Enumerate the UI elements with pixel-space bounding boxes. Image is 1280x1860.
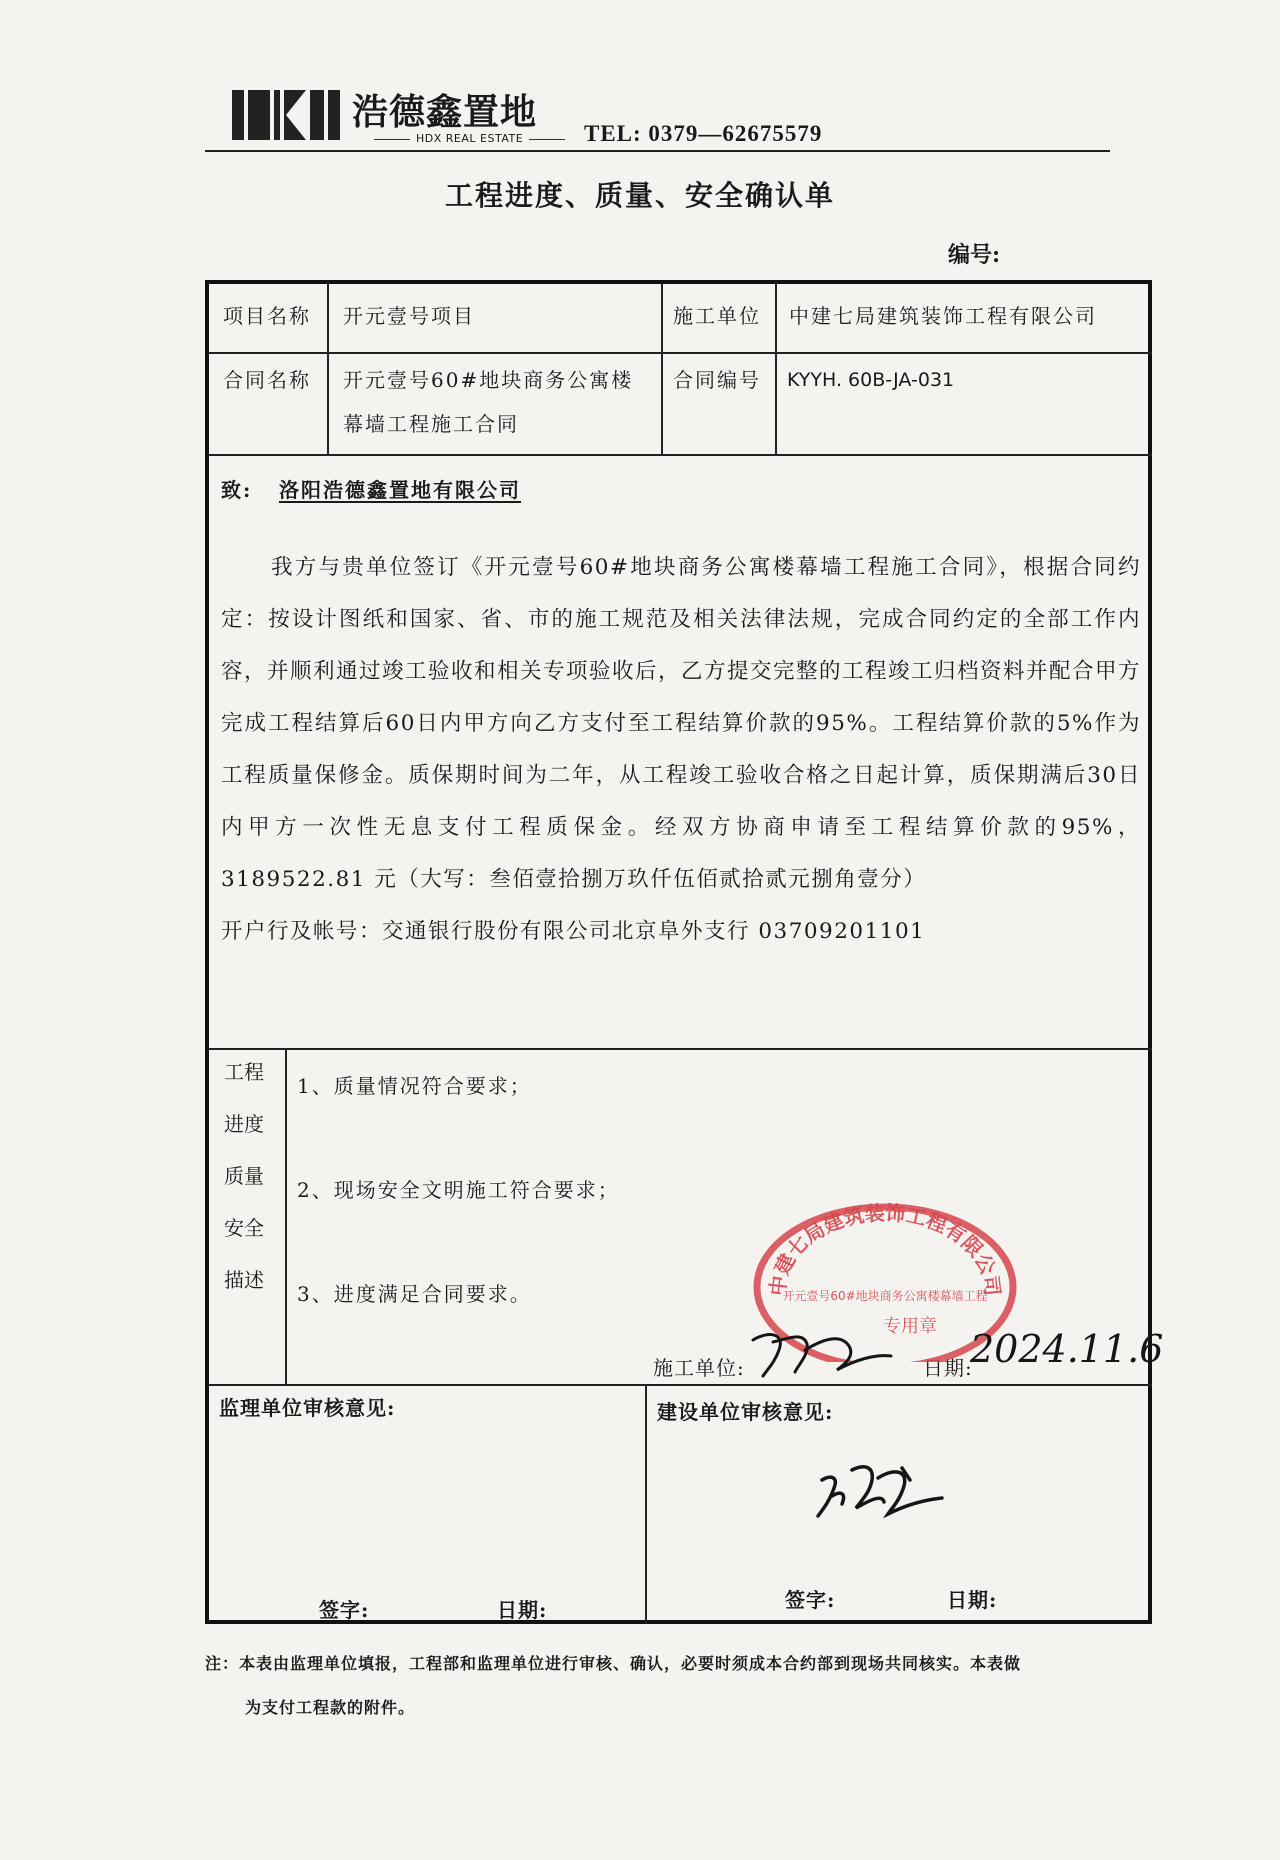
description-side-line: 安全 <box>224 1216 264 1240</box>
description-side-line: 质量 <box>224 1164 264 1188</box>
description-side-label <box>221 1046 267 1306</box>
owner-review-label: 建设单位审核意见: <box>657 1400 834 1424</box>
column-divider <box>327 284 329 454</box>
owner-sign-label: 签字: <box>785 1588 836 1612</box>
row-divider <box>209 454 1152 456</box>
request-paragraph: 我方与贵单位签订《开元壹号60#地块商务公寓楼幕墙工程施工合同》，根据合同约定：按设计图纸和国家、省、市的施工规范及相关法律法规，完成合同约定的全部工作内容，并顺利通过竣工验收和相关专项验收后，乙方提交完整的工程竣工归档资料并配合甲方完成工程结算后60日内甲方向乙方支付至工程结算价款的95%。工程结算价款的5%作为工程质量保修金。质保期时间为二年，从工程竣工验收合格之日起计算，质保期满后30日内甲方一次性无息支付工程质保金。经双方协商申请至工程结算价款的95%，3189522.81 元（大写：叁佰壹拾捌万玖仟伍佰贰拾贰元捌角壹分） <box>221 555 1142 892</box>
supervisor-date-label: 日期: <box>497 1598 548 1622</box>
contractor-date-label: 日期: <box>923 1356 973 1380</box>
contract-no-value: KYYH. 60B-JA-031 <box>787 369 955 391</box>
company-logo-text: 浩德鑫置地 <box>352 92 538 133</box>
header-rule <box>205 150 1110 152</box>
row-divider <box>209 1048 1152 1050</box>
handwritten-date <box>966 1318 1164 1378</box>
owner-date-label: 日期: <box>947 1588 998 1612</box>
description-side-line: 进度 <box>224 1112 264 1136</box>
contractor-sign-label: 施工单位: <box>653 1356 745 1380</box>
contract-name-value-line2: 幕墙工程施工合同 <box>343 412 519 436</box>
description-item-safety: 2、现场安全文明施工符合要求； <box>297 1178 620 1202</box>
seal-inner-text: 开元壹号60#地块商务公寓楼幕墙工程 <box>782 1289 988 1303</box>
supervisor-review-label: 监理单位审核意见: <box>219 1396 396 1420</box>
bank-account-line: 开户行及帐号：交通银行股份有限公司北京阜外支行 03709201101 <box>221 919 926 944</box>
description-item-progress: 3、进度满足合同要求。 <box>297 1282 532 1306</box>
seal-outer-text: 中建七局建筑装饰工程有限公司 <box>765 1200 1005 1297</box>
owner-signature <box>812 1450 952 1530</box>
addressee-name: 洛阳浩德鑫置地有限公司 <box>279 478 521 502</box>
description-side-line: 工程 <box>224 1060 264 1084</box>
request-body <box>221 542 1141 958</box>
description-side-line: 描述 <box>224 1268 264 1292</box>
project-name-label: 项目名称 <box>223 304 311 328</box>
contractor-signature <box>745 1320 895 1380</box>
footnote-line1: 注：本表由监理单位填报，工程部和监理单位进行审核、确认，必要时须成本合约部到现场共同核实。本表做 <box>205 1654 1022 1673</box>
footnote <box>205 1642 1160 1730</box>
project-name-value: 开元壹号项目 <box>343 304 475 328</box>
row-divider <box>209 1384 1152 1386</box>
footnote-line2: 为支付工程款的附件。 <box>245 1698 416 1717</box>
column-divider <box>775 284 777 454</box>
document-number-label: 编号: <box>948 242 1001 268</box>
contractor-value: 中建七局建筑装饰工程有限公司 <box>789 304 1097 328</box>
svg-text:2024.11.6: 2024.11.6 <box>970 1327 1164 1371</box>
description-item-quality: 1、质量情况符合要求； <box>297 1074 532 1098</box>
contractor-label: 施工单位 <box>673 304 761 328</box>
column-divider <box>285 1048 287 1384</box>
company-logo-mark <box>232 86 342 144</box>
confirmation-form <box>205 280 1152 1624</box>
svg-text:中建七局建筑装饰工程有限公司 <box>765 1201 1004 1297</box>
contract-name-label: 合同名称 <box>223 368 311 392</box>
column-divider <box>645 1384 647 1624</box>
company-logo-subtext: HDX REAL ESTATE <box>368 132 571 145</box>
seal-bottom-text: 专用章 <box>883 1316 937 1337</box>
header-tel: TEL: 0379—62675579 <box>584 121 823 146</box>
addressee-label: 致: <box>221 478 253 502</box>
contract-no-label: 合同编号 <box>673 368 761 392</box>
document-title: 工程进度、质量、安全确认单 <box>444 179 835 212</box>
column-divider <box>661 284 663 454</box>
supervisor-sign-label: 签字: <box>319 1598 370 1622</box>
contract-name-value-line1: 开元壹号60#地块商务公寓楼 <box>343 368 634 392</box>
